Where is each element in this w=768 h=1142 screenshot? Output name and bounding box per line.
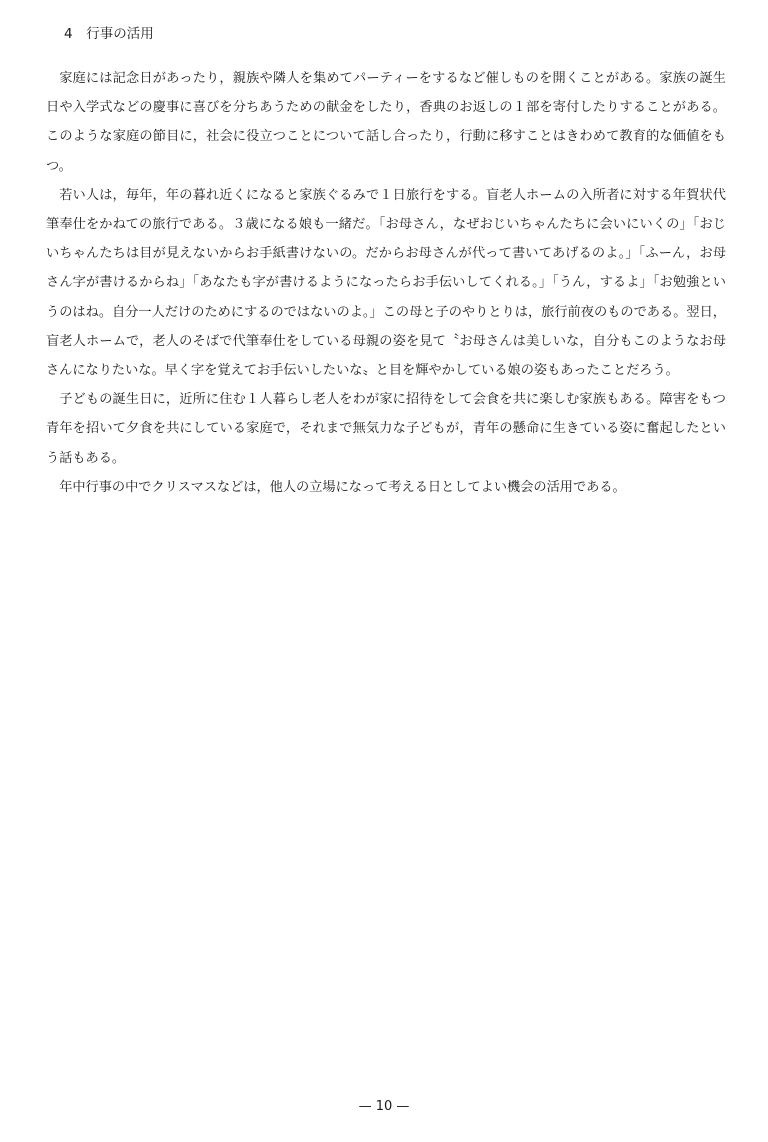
body-text	[46, 64, 726, 502]
paragraph: 家庭には記念日があったり，親族や隣人を集めてパーティーをするなど催しものを開くことがある。家族の誕生日や入学式などの慶事に喜びを分ちあうための献金をしたり，香典のお返しの１部を寄付したりすることがある。このような家庭の節目に，社会に役立つことについて話し合ったり，行動に移すことはきわめて教育的な価値をもつ。	[46, 71, 726, 174]
page-number: — 10 —	[358, 1099, 410, 1114]
section-heading	[64, 24, 154, 44]
paragraph: 年中行事の中でクリスマスなどは，他人の立場になって考える日としてよい機会の活用である。	[59, 479, 626, 495]
section-number: 4	[64, 26, 73, 42]
section-title: 行事の活用	[86, 26, 154, 42]
paragraph: 子どもの誕生日に，近所に住む１人暮らし老人をわが家に招待をして会食を共に楽しむ家族もある。障害をもつ青年を招いて夕食を共にしている家庭で，それまで無気力な子どもが，青年の懸命に生きている姿に奮起したという話もある。	[46, 392, 726, 466]
paragraph: 若い人は，毎年，年の暮れ近くになると家族ぐるみで１日旅行をする。盲老人ホームの入所者に対する年賀状代筆奉仕をかねての旅行である。３歳になる娘も一緒だ。「お母さん，なぜおじいちゃんたちに会いにいくの」「おじいちゃんたちは目が見えないからお手紙書けないの。だからお母さんが代って書いてあげるのよ。」「ふーん，お母さん字が書けるからね」「あなたも字が書けるようになったらお手伝いしてくれる。」「うん，するよ」「お勉強というのはね。自分一人だけのためにするのではないのよ。」この母と子のやりとりは，旅行前夜のものである。翌日，盲老人ホームで，老人のそばで代筆奉仕をしている母親の姿を見て〝お母さんは美しいな，自分もこのようなお母さんになりたいな。早く字を覚えてお手伝いしたいな〟と目を輝やかしている娘の姿もあったことだろう。	[46, 187, 726, 379]
